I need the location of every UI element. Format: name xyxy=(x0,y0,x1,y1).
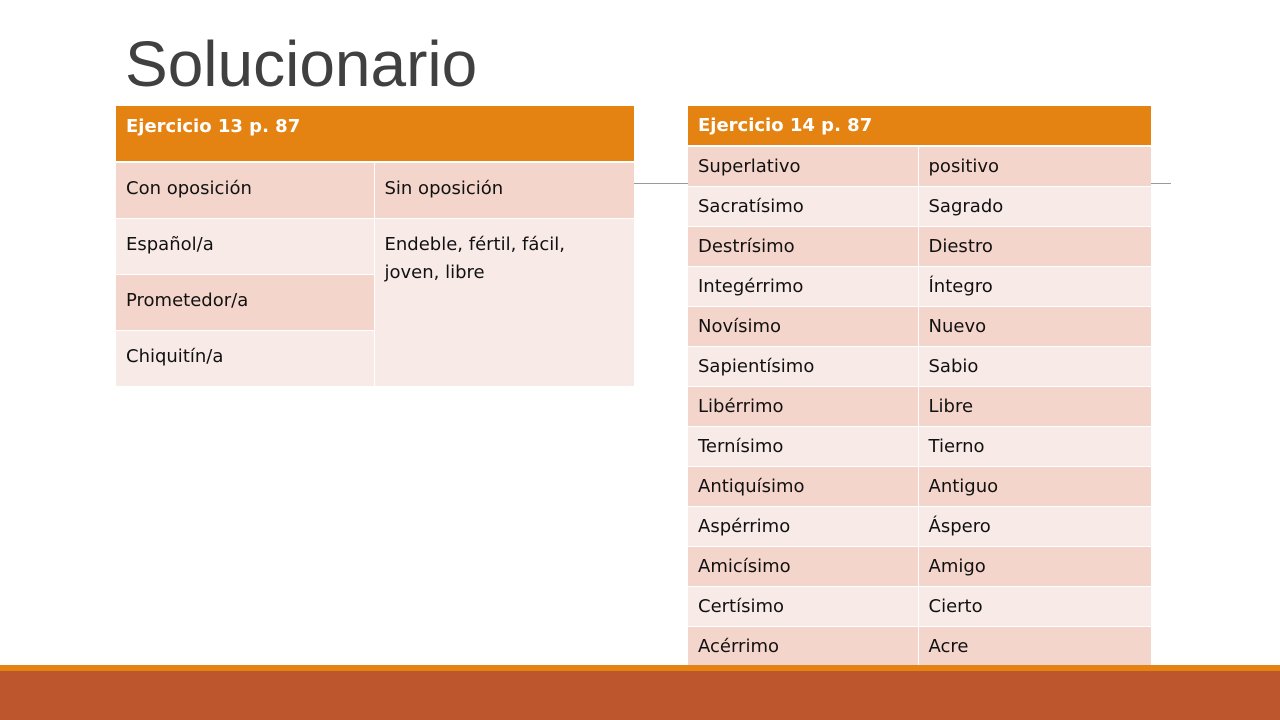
table-cell: Chiquitín/a xyxy=(116,330,374,386)
table-row xyxy=(688,426,1151,466)
col-header-sin-oposicion: Sin oposición xyxy=(374,162,634,218)
table-cell: Sabio xyxy=(918,346,1151,386)
table-cell: Íntegro xyxy=(918,266,1151,306)
table-cell: Novísimo xyxy=(688,306,918,346)
exercise-13-header: Ejercicio 13 p. 87 xyxy=(116,106,634,162)
table-cell: Certísimo xyxy=(688,586,918,626)
table-cell: Cierto xyxy=(918,586,1151,626)
table-row xyxy=(688,226,1151,266)
table-row xyxy=(688,586,1151,626)
table-cell: Sacratísimo xyxy=(688,186,918,226)
table-cell: Libérrimo xyxy=(688,386,918,426)
table-cell: Integérrimo xyxy=(688,266,918,306)
slide-title: Solucionario xyxy=(125,28,478,100)
exercise-13-table xyxy=(116,106,634,386)
exercise-14-table xyxy=(688,106,1151,666)
table-cell: Antiguo xyxy=(918,466,1151,506)
table-row xyxy=(688,306,1151,346)
table-cell: Áspero xyxy=(918,506,1151,546)
table-cell: Prometedor/a xyxy=(116,274,374,330)
table-row xyxy=(116,218,634,274)
table-row xyxy=(688,386,1151,426)
table-row xyxy=(688,186,1151,226)
table-row xyxy=(116,162,634,218)
sin-oposicion-cell: Endeble, fértil, fácil, joven, libre xyxy=(374,218,634,386)
table-row xyxy=(688,466,1151,506)
table-row xyxy=(688,266,1151,306)
col-header-con-oposicion: Con oposición xyxy=(116,162,374,218)
table-header-row xyxy=(116,106,634,162)
table-row xyxy=(688,626,1151,666)
table-cell: Tierno xyxy=(918,426,1151,466)
table-row xyxy=(688,346,1151,386)
footer-bar xyxy=(0,671,1280,720)
table-cell: Diestro xyxy=(918,226,1151,266)
exercise-14-header: Ejercicio 14 p. 87 xyxy=(688,106,1151,146)
table-cell: Acérrimo xyxy=(688,626,918,666)
table-cell: Libre xyxy=(918,386,1151,426)
table-header-row xyxy=(688,106,1151,146)
table-cell: Amicísimo xyxy=(688,546,918,586)
table-cell: Superlativo xyxy=(688,146,918,186)
table-cell: Sapientísimo xyxy=(688,346,918,386)
table-cell: Ternísimo xyxy=(688,426,918,466)
table-cell: Aspérrimo xyxy=(688,506,918,546)
table-cell: Destrísimo xyxy=(688,226,918,266)
table-row xyxy=(688,146,1151,186)
table-row xyxy=(688,506,1151,546)
table-cell: Amigo xyxy=(918,546,1151,586)
table-cell: Acre xyxy=(918,626,1151,666)
table-cell: Sagrado xyxy=(918,186,1151,226)
table-row xyxy=(688,546,1151,586)
table-cell: Español/a xyxy=(116,218,374,274)
table-cell: positivo xyxy=(918,146,1151,186)
table-cell: Antiquísimo xyxy=(688,466,918,506)
table-cell: Nuevo xyxy=(918,306,1151,346)
